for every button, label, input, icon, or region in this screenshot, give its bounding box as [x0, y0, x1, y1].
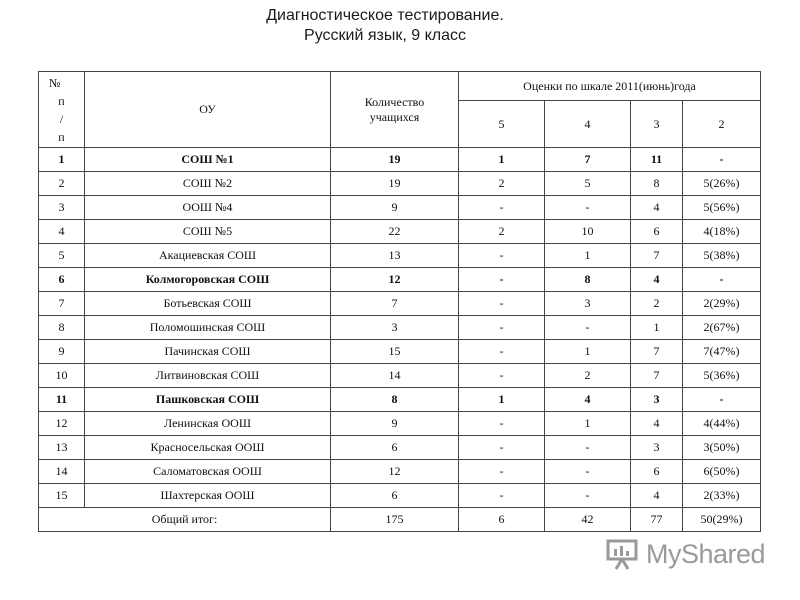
cell-school: Пачинская СОШ	[85, 340, 331, 364]
watermark-text: MyShared	[646, 538, 766, 569]
cell-grade-3: 1	[631, 316, 683, 340]
header-grade-3: 3	[631, 101, 683, 148]
cell-num: 4	[39, 220, 85, 244]
cell-num: 8	[39, 316, 85, 340]
cell-grade-4: 5	[545, 172, 631, 196]
cell-grade-3: 6	[631, 220, 683, 244]
cell-num: 13	[39, 436, 85, 460]
cell-grade-5: -	[459, 436, 545, 460]
cell-grade-5: -	[459, 412, 545, 436]
cell-num: 9	[39, 340, 85, 364]
header-grade-4: 4	[545, 101, 631, 148]
table-body	[39, 148, 761, 532]
total-grade-2: 50(29%)	[683, 508, 761, 532]
cell-grade-3: 4	[631, 412, 683, 436]
header-grade-5: 5	[459, 101, 545, 148]
cell-num: 6	[39, 268, 85, 292]
header-count	[331, 72, 459, 148]
table-row	[39, 460, 761, 484]
cell-grade-4: 8	[545, 268, 631, 292]
table-row	[39, 244, 761, 268]
cell-grade-5: -	[459, 484, 545, 508]
cell-grade-4: -	[545, 484, 631, 508]
cell-grade-3: 4	[631, 268, 683, 292]
table-row	[39, 412, 761, 436]
header-school: ОУ	[85, 72, 331, 148]
header-num	[39, 72, 85, 148]
header-num-label: №	[49, 75, 61, 90]
cell-grade-4: 1	[545, 340, 631, 364]
cell-school: Ботьевская СОШ	[85, 292, 331, 316]
cell-grade-3: 7	[631, 340, 683, 364]
title-line-1: Диагностическое тестирование.	[266, 7, 504, 24]
table-row	[39, 388, 761, 412]
cell-grade-5: -	[459, 364, 545, 388]
table-row	[39, 292, 761, 316]
cell-grade-5: 2	[459, 220, 545, 244]
cell-grade-4: 2	[545, 364, 631, 388]
cell-grade-5: 1	[459, 388, 545, 412]
header-count-line-2: учащихся	[369, 109, 420, 124]
cell-grade-5: -	[459, 196, 545, 220]
cell-school: Пашковская СОШ	[85, 388, 331, 412]
cell-school: СОШ №5	[85, 220, 331, 244]
cell-grade-4: -	[545, 460, 631, 484]
header-grade-2: 2	[683, 101, 761, 148]
cell-school: Шахтерская ООШ	[85, 484, 331, 508]
cell-grade-4: 7	[545, 148, 631, 172]
cell-school: Поломошинская СОШ	[85, 316, 331, 340]
cell-grade-4: 1	[545, 412, 631, 436]
cell-grade-2: 5(36%)	[683, 364, 761, 388]
cell-num: 5	[39, 244, 85, 268]
cell-grade-2: 6(50%)	[683, 460, 761, 484]
title-line-2: Русский язык, 9 класс	[304, 27, 466, 44]
cell-grade-3: 7	[631, 364, 683, 388]
table-row	[39, 316, 761, 340]
cell-grade-4: 1	[545, 244, 631, 268]
cell-count: 12	[331, 268, 459, 292]
table-row	[39, 196, 761, 220]
cell-count: 15	[331, 340, 459, 364]
watermark	[606, 537, 765, 571]
cell-count: 9	[331, 412, 459, 436]
total-grade-4: 42	[545, 508, 631, 532]
cell-grade-2: 5(56%)	[683, 196, 761, 220]
total-grade-3: 77	[631, 508, 683, 532]
cell-grade-2: -	[683, 388, 761, 412]
cell-count: 6	[331, 436, 459, 460]
cell-school: Красносельская ООШ	[85, 436, 331, 460]
cell-school: СОШ №2	[85, 172, 331, 196]
cell-grade-2: 4(44%)	[683, 412, 761, 436]
cell-count: 19	[331, 172, 459, 196]
cell-grade-3: 2	[631, 292, 683, 316]
cell-num: 15	[39, 484, 85, 508]
cell-num: 1	[39, 148, 85, 172]
cell-school: Литвиновская СОШ	[85, 364, 331, 388]
cell-grade-4: 10	[545, 220, 631, 244]
header-num-sub-3: п	[58, 129, 65, 144]
cell-grade-5: -	[459, 340, 545, 364]
cell-school: Ленинская ООШ	[85, 412, 331, 436]
cell-num: 3	[39, 196, 85, 220]
cell-count: 13	[331, 244, 459, 268]
cell-count: 19	[331, 148, 459, 172]
cell-grade-3: 4	[631, 196, 683, 220]
cell-count: 3	[331, 316, 459, 340]
header-row-1	[39, 72, 761, 101]
cell-grade-3: 3	[631, 388, 683, 412]
results-table	[38, 71, 761, 532]
cell-grade-4: -	[545, 316, 631, 340]
cell-grade-4: -	[545, 436, 631, 460]
table-row	[39, 340, 761, 364]
table-row	[39, 172, 761, 196]
cell-num: 10	[39, 364, 85, 388]
header-count-line-1: Количество	[364, 94, 425, 109]
header-num-sub-2: /	[59, 111, 64, 126]
cell-count: 7	[331, 292, 459, 316]
cell-count: 14	[331, 364, 459, 388]
cell-count: 9	[331, 196, 459, 220]
table-row	[39, 484, 761, 508]
cell-grade-3: 8	[631, 172, 683, 196]
total-row	[39, 508, 761, 532]
total-grade-5: 6	[459, 508, 545, 532]
header-num-sub-1: п	[58, 93, 65, 108]
cell-school: Саломатовская ООШ	[85, 460, 331, 484]
cell-grade-2: 2(29%)	[683, 292, 761, 316]
cell-grade-4: -	[545, 196, 631, 220]
cell-grade-2: 7(47%)	[683, 340, 761, 364]
cell-num: 12	[39, 412, 85, 436]
cell-grade-4: 4	[545, 388, 631, 412]
cell-grade-3: 6	[631, 460, 683, 484]
cell-school: Колмогоровская СОШ	[85, 268, 331, 292]
cell-grade-5: -	[459, 460, 545, 484]
cell-count: 8	[331, 388, 459, 412]
cell-grade-3: 3	[631, 436, 683, 460]
cell-grade-3: 7	[631, 244, 683, 268]
header-grades-group: Оценки по шкале 2011(июнь)года	[459, 72, 761, 101]
cell-grade-5: -	[459, 244, 545, 268]
table-row	[39, 364, 761, 388]
table-row	[39, 436, 761, 460]
table-row	[39, 148, 761, 172]
cell-grade-2: -	[683, 268, 761, 292]
cell-grade-2: 4(18%)	[683, 220, 761, 244]
cell-school: Акациевская СОШ	[85, 244, 331, 268]
cell-grade-2: 5(38%)	[683, 244, 761, 268]
cell-grade-2: 2(67%)	[683, 316, 761, 340]
cell-count: 22	[331, 220, 459, 244]
cell-grade-5: -	[459, 316, 545, 340]
cell-num: 14	[39, 460, 85, 484]
total-label: Общий итог:	[39, 508, 331, 532]
table-row	[39, 220, 761, 244]
total-count: 175	[331, 508, 459, 532]
cell-grade-4: 3	[545, 292, 631, 316]
cell-grade-5: -	[459, 292, 545, 316]
cell-num: 7	[39, 292, 85, 316]
cell-grade-2: 2(33%)	[683, 484, 761, 508]
myshared-logo-icon	[606, 537, 642, 571]
cell-grade-5: 1	[459, 148, 545, 172]
table-row	[39, 268, 761, 292]
cell-grade-2: 3(50%)	[683, 436, 761, 460]
cell-count: 6	[331, 484, 459, 508]
cell-grade-3: 4	[631, 484, 683, 508]
cell-num: 2	[39, 172, 85, 196]
cell-count: 12	[331, 460, 459, 484]
cell-grade-5: -	[459, 268, 545, 292]
cell-grade-2: 5(26%)	[683, 172, 761, 196]
cell-school: СОШ №1	[85, 148, 331, 172]
cell-num: 11	[39, 388, 85, 412]
cell-school: ООШ №4	[85, 196, 331, 220]
cell-grade-5: 2	[459, 172, 545, 196]
cell-grade-2: -	[683, 148, 761, 172]
cell-grade-3: 11	[631, 148, 683, 172]
